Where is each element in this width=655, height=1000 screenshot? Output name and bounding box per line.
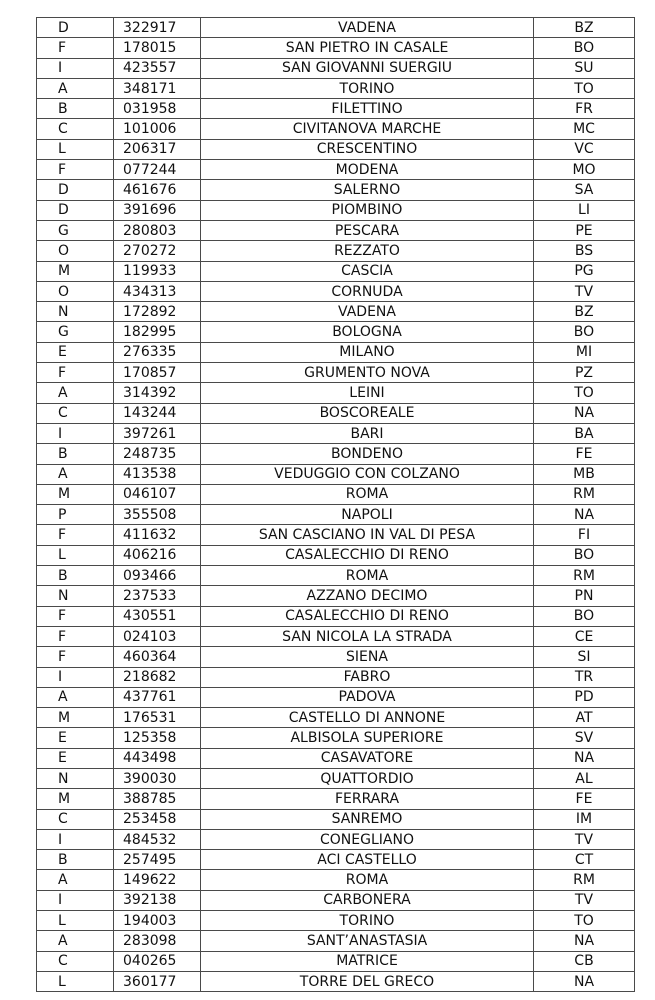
city-cell: SALERNO [201, 180, 534, 200]
city-cell: BONDENO [201, 444, 534, 464]
city-cell: SIENA [201, 647, 534, 667]
table-row [37, 890, 635, 910]
code-cell: 461676 [114, 180, 201, 200]
city-cell: SAN GIOVANNI SUERGIU [201, 58, 534, 78]
table-row [37, 525, 635, 545]
city-cell: VADENA [201, 302, 534, 322]
letter-cell: I [37, 890, 114, 910]
code-cell: 206317 [114, 139, 201, 159]
city-cell: ROMA [201, 566, 534, 586]
letter-cell: N [37, 302, 114, 322]
code-cell: 024103 [114, 626, 201, 646]
table-row [37, 667, 635, 687]
table-row [37, 789, 635, 809]
code-cell: 176531 [114, 708, 201, 728]
letter-cell: C [37, 119, 114, 139]
code-cell: 170857 [114, 363, 201, 383]
code-cell: 460364 [114, 647, 201, 667]
code-cell: 178015 [114, 38, 201, 58]
table-row [37, 220, 635, 240]
city-cell: TORINO [201, 78, 534, 98]
code-cell: 270272 [114, 241, 201, 261]
code-cell: 388785 [114, 789, 201, 809]
province-cell: AL [534, 768, 635, 788]
code-cell: 283098 [114, 931, 201, 951]
city-cell: GRUMENTO NOVA [201, 363, 534, 383]
table-row [37, 281, 635, 301]
city-cell: FABRO [201, 667, 534, 687]
table-row [37, 403, 635, 423]
code-cell: 248735 [114, 444, 201, 464]
province-cell: PD [534, 687, 635, 707]
city-cell: SAN NICOLA LA STRADA [201, 626, 534, 646]
code-cell: 172892 [114, 302, 201, 322]
table-row [37, 708, 635, 728]
code-cell: 391696 [114, 200, 201, 220]
letter-cell: M [37, 484, 114, 504]
city-cell: BOSCOREALE [201, 403, 534, 423]
letter-cell: I [37, 423, 114, 443]
city-cell: CIVITANOVA MARCHE [201, 119, 534, 139]
letter-cell: O [37, 241, 114, 261]
letter-cell: O [37, 281, 114, 301]
letter-cell: L [37, 971, 114, 991]
code-cell: 119933 [114, 261, 201, 281]
code-cell: 257495 [114, 850, 201, 870]
city-cell: SANT’ANASTASIA [201, 931, 534, 951]
city-cell: FILETTINO [201, 99, 534, 119]
city-cell: ROMA [201, 484, 534, 504]
table-row [37, 505, 635, 525]
province-cell: BS [534, 241, 635, 261]
province-cell: PG [534, 261, 635, 281]
city-cell: VADENA [201, 18, 534, 38]
province-cell: NA [534, 505, 635, 525]
province-cell: RM [534, 566, 635, 586]
province-cell: SV [534, 728, 635, 748]
city-cell: ROMA [201, 870, 534, 890]
table-row [37, 626, 635, 646]
table-row [37, 870, 635, 890]
letter-cell: G [37, 322, 114, 342]
city-cell: CONEGLIANO [201, 829, 534, 849]
province-cell: BO [534, 38, 635, 58]
letter-cell: A [37, 870, 114, 890]
letter-cell: I [37, 829, 114, 849]
province-cell: FE [534, 789, 635, 809]
letter-cell: L [37, 545, 114, 565]
letter-cell: F [37, 160, 114, 180]
province-cell: FI [534, 525, 635, 545]
city-cell: MATRICE [201, 951, 534, 971]
city-cell: SANREMO [201, 809, 534, 829]
province-cell: RM [534, 484, 635, 504]
province-cell: TR [534, 667, 635, 687]
code-cell: 434313 [114, 281, 201, 301]
code-cell: 040265 [114, 951, 201, 971]
letter-cell: B [37, 99, 114, 119]
code-cell: 218682 [114, 667, 201, 687]
table-row [37, 971, 635, 991]
code-cell: 237533 [114, 586, 201, 606]
letter-cell: L [37, 139, 114, 159]
table-row [37, 911, 635, 931]
code-cell: 149622 [114, 870, 201, 890]
province-cell: PE [534, 220, 635, 240]
province-cell: PZ [534, 363, 635, 383]
table-row [37, 241, 635, 261]
code-cell: 194003 [114, 911, 201, 931]
table-row [37, 444, 635, 464]
city-cell: CASALECCHIO DI RENO [201, 606, 534, 626]
province-cell: FR [534, 99, 635, 119]
code-cell: 413538 [114, 464, 201, 484]
letter-cell: F [37, 363, 114, 383]
code-cell: 182995 [114, 322, 201, 342]
code-cell: 314392 [114, 383, 201, 403]
table-row [37, 363, 635, 383]
letter-cell: L [37, 911, 114, 931]
province-cell: BO [534, 606, 635, 626]
city-cell: CASALECCHIO DI RENO [201, 545, 534, 565]
code-cell: 484532 [114, 829, 201, 849]
code-cell: 392138 [114, 890, 201, 910]
table-row [37, 78, 635, 98]
province-cell: MI [534, 342, 635, 362]
province-cell: PN [534, 586, 635, 606]
province-cell: CB [534, 951, 635, 971]
province-cell: SU [534, 58, 635, 78]
city-cell: SAN PIETRO IN CASALE [201, 38, 534, 58]
table-row [37, 261, 635, 281]
letter-cell: F [37, 606, 114, 626]
city-cell: CASCIA [201, 261, 534, 281]
province-cell: NA [534, 971, 635, 991]
table-row [37, 160, 635, 180]
letter-cell: A [37, 931, 114, 951]
letter-cell: B [37, 444, 114, 464]
letter-cell: I [37, 667, 114, 687]
province-cell: SI [534, 647, 635, 667]
letter-cell: E [37, 728, 114, 748]
city-cell: CORNUDA [201, 281, 534, 301]
table-row [37, 423, 635, 443]
code-cell: 077244 [114, 160, 201, 180]
table-row [37, 383, 635, 403]
city-cell: CASTELLO DI ANNONE [201, 708, 534, 728]
table-row [37, 99, 635, 119]
letter-cell: A [37, 78, 114, 98]
table-row [37, 951, 635, 971]
code-cell: 411632 [114, 525, 201, 545]
table-row [37, 464, 635, 484]
province-cell: RM [534, 870, 635, 890]
province-cell: NA [534, 748, 635, 768]
province-cell: TV [534, 829, 635, 849]
province-cell: TV [534, 281, 635, 301]
table-row [37, 850, 635, 870]
table-row [37, 342, 635, 362]
table-row [37, 38, 635, 58]
letter-cell: M [37, 261, 114, 281]
city-cell: LEINI [201, 383, 534, 403]
province-cell: BO [534, 322, 635, 342]
letter-cell: F [37, 647, 114, 667]
city-cell: ALBISOLA SUPERIORE [201, 728, 534, 748]
table-row [37, 545, 635, 565]
code-cell: 443498 [114, 748, 201, 768]
table-row [37, 768, 635, 788]
table-row [37, 931, 635, 951]
table-row [37, 139, 635, 159]
code-cell: 437761 [114, 687, 201, 707]
city-cell: NAPOLI [201, 505, 534, 525]
code-cell: 397261 [114, 423, 201, 443]
table-row [37, 484, 635, 504]
province-cell: TO [534, 78, 635, 98]
province-cell: TO [534, 383, 635, 403]
province-cell: BA [534, 423, 635, 443]
city-cell: CARBONERA [201, 890, 534, 910]
code-cell: 101006 [114, 119, 201, 139]
letter-cell: F [37, 626, 114, 646]
province-cell: CE [534, 626, 635, 646]
province-cell: LI [534, 200, 635, 220]
code-cell: 348171 [114, 78, 201, 98]
letter-cell: D [37, 18, 114, 38]
code-cell: 143244 [114, 403, 201, 423]
table-row [37, 606, 635, 626]
code-cell: 390030 [114, 768, 201, 788]
table-row [37, 748, 635, 768]
table-row [37, 58, 635, 78]
table-row [37, 586, 635, 606]
province-cell: NA [534, 931, 635, 951]
letter-cell: A [37, 687, 114, 707]
province-cell: TV [534, 890, 635, 910]
letter-cell: N [37, 768, 114, 788]
province-cell: MB [534, 464, 635, 484]
province-cell: BZ [534, 302, 635, 322]
city-cell: CRESCENTINO [201, 139, 534, 159]
letter-cell: E [37, 342, 114, 362]
province-cell: MO [534, 160, 635, 180]
letter-cell: C [37, 809, 114, 829]
province-cell: VC [534, 139, 635, 159]
table-row [37, 687, 635, 707]
city-cell: MODENA [201, 160, 534, 180]
code-cell: 355508 [114, 505, 201, 525]
letter-cell: G [37, 220, 114, 240]
code-cell: 093466 [114, 566, 201, 586]
city-cell: PESCARA [201, 220, 534, 240]
table-row [37, 18, 635, 38]
results-table-body [37, 18, 635, 992]
letter-cell: C [37, 951, 114, 971]
code-cell: 280803 [114, 220, 201, 240]
code-cell: 125358 [114, 728, 201, 748]
letter-cell: C [37, 403, 114, 423]
table-row [37, 322, 635, 342]
letter-cell: E [37, 748, 114, 768]
province-cell: TO [534, 911, 635, 931]
code-cell: 276335 [114, 342, 201, 362]
province-cell: CT [534, 850, 635, 870]
city-cell: AZZANO DECIMO [201, 586, 534, 606]
city-cell: PADOVA [201, 687, 534, 707]
province-cell: SA [534, 180, 635, 200]
table-row [37, 647, 635, 667]
province-cell: BZ [534, 18, 635, 38]
code-cell: 031958 [114, 99, 201, 119]
code-cell: 430551 [114, 606, 201, 626]
city-cell: QUATTORDIO [201, 768, 534, 788]
letter-cell: D [37, 180, 114, 200]
city-cell: SAN CASCIANO IN VAL DI PESA [201, 525, 534, 545]
table-row [37, 566, 635, 586]
letter-cell: F [37, 38, 114, 58]
letter-cell: B [37, 566, 114, 586]
city-cell: REZZATO [201, 241, 534, 261]
results-table [36, 17, 635, 992]
code-cell: 253458 [114, 809, 201, 829]
code-cell: 423557 [114, 58, 201, 78]
letter-cell: M [37, 789, 114, 809]
code-cell: 322917 [114, 18, 201, 38]
letter-cell: D [37, 200, 114, 220]
table-row [37, 728, 635, 748]
letter-cell: N [37, 586, 114, 606]
city-cell: ACI CASTELLO [201, 850, 534, 870]
code-cell: 406216 [114, 545, 201, 565]
letter-cell: A [37, 383, 114, 403]
letter-cell: P [37, 505, 114, 525]
city-cell: FERRARA [201, 789, 534, 809]
letter-cell: B [37, 850, 114, 870]
province-cell: BO [534, 545, 635, 565]
city-cell: TORINO [201, 911, 534, 931]
code-cell: 360177 [114, 971, 201, 991]
table-row [37, 200, 635, 220]
province-cell: FE [534, 444, 635, 464]
province-cell: IM [534, 809, 635, 829]
table-row [37, 119, 635, 139]
letter-cell: A [37, 464, 114, 484]
city-cell: CASAVATORE [201, 748, 534, 768]
province-cell: NA [534, 403, 635, 423]
city-cell: BOLOGNA [201, 322, 534, 342]
province-cell: MC [534, 119, 635, 139]
letter-cell: M [37, 708, 114, 728]
table-row [37, 180, 635, 200]
code-cell: 046107 [114, 484, 201, 504]
table-row [37, 302, 635, 322]
city-cell: TORRE DEL GRECO [201, 971, 534, 991]
city-cell: MILANO [201, 342, 534, 362]
province-cell: AT [534, 708, 635, 728]
table-row [37, 829, 635, 849]
letter-cell: I [37, 58, 114, 78]
city-cell: VEDUGGIO CON COLZANO [201, 464, 534, 484]
letter-cell: F [37, 525, 114, 545]
table-row [37, 809, 635, 829]
city-cell: BARI [201, 423, 534, 443]
city-cell: PIOMBINO [201, 200, 534, 220]
